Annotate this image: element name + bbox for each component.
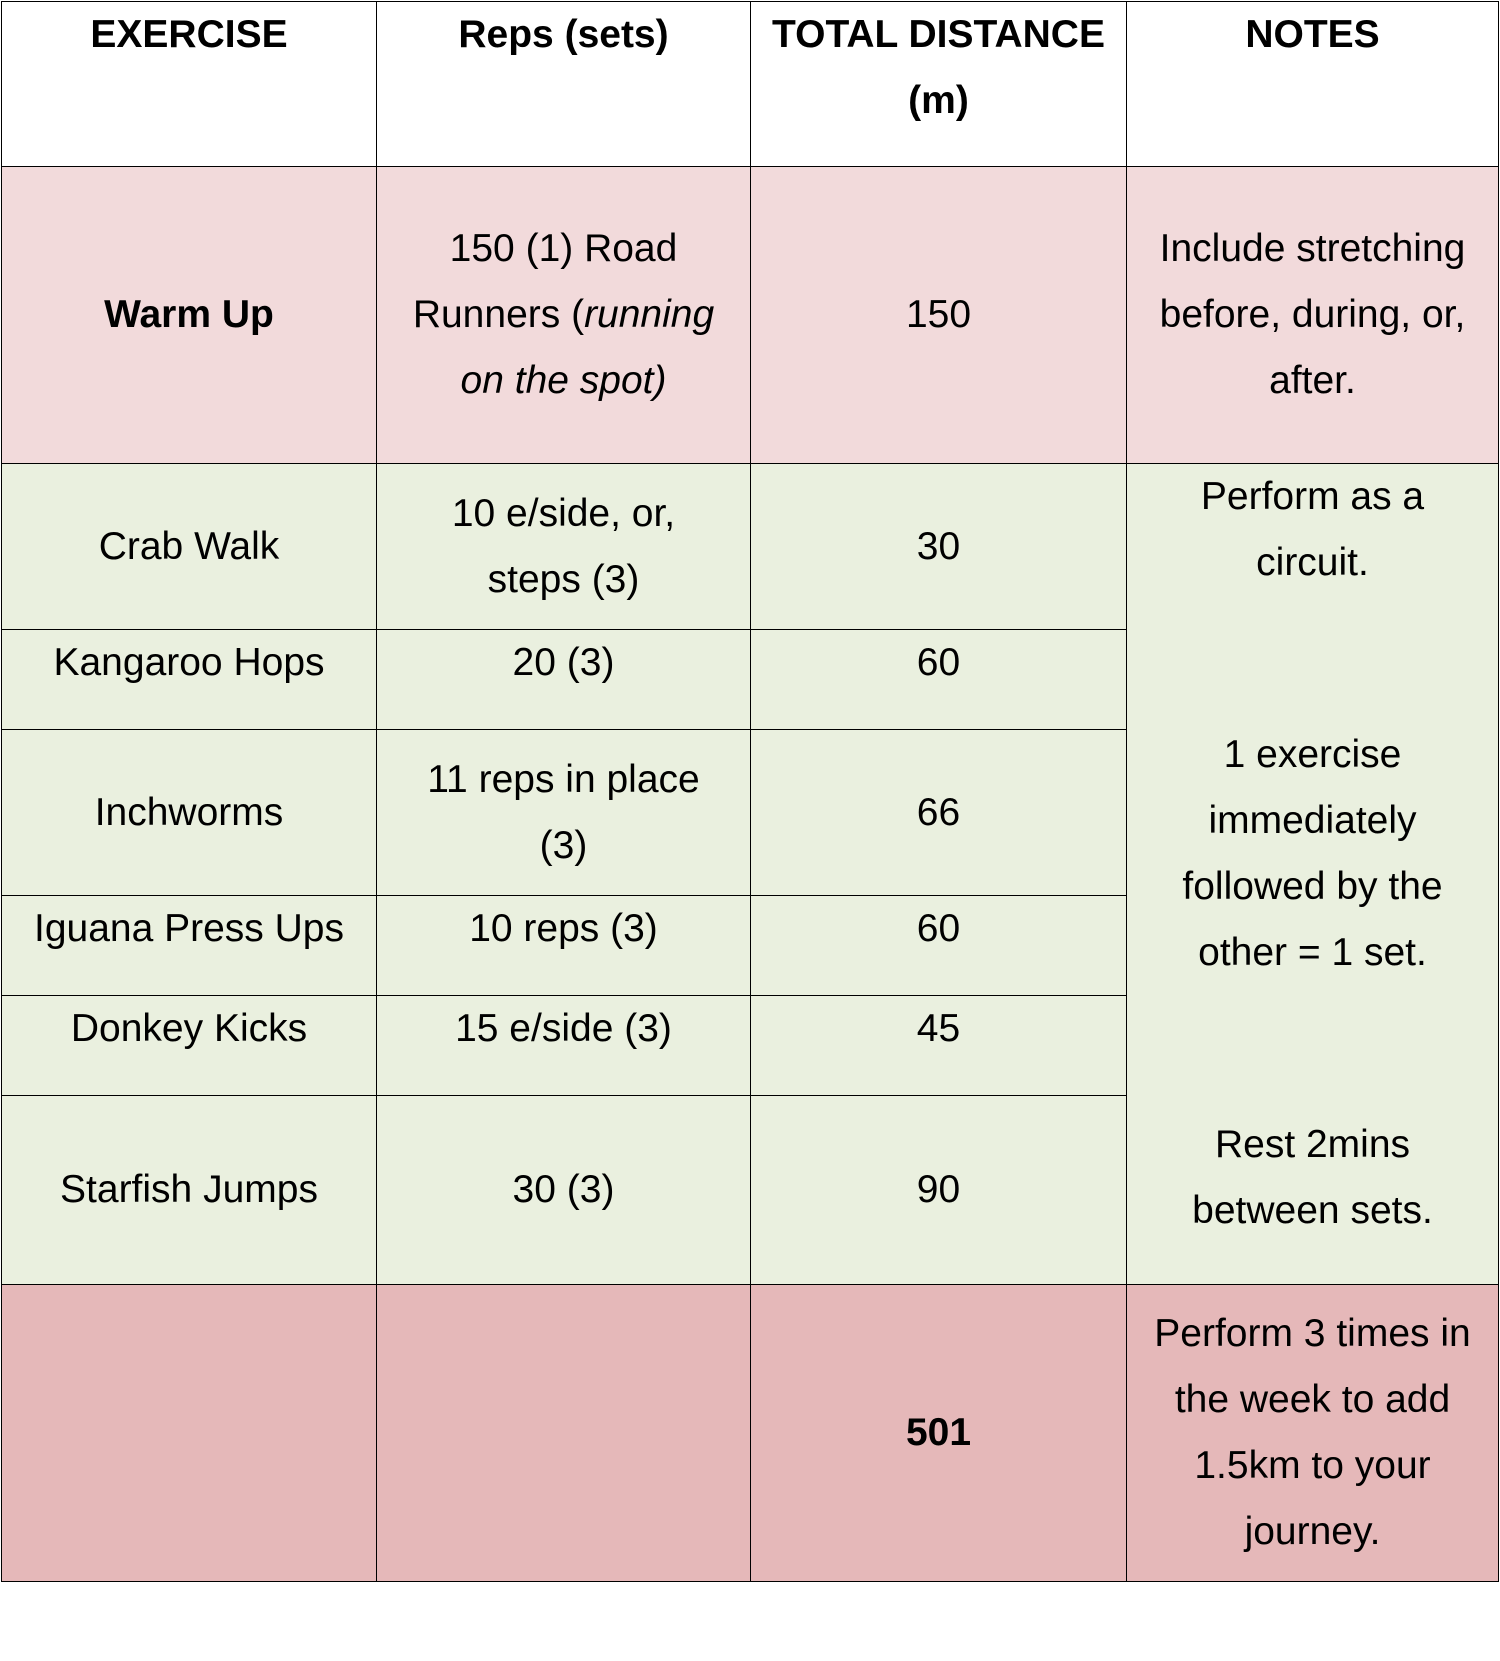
exercise-row <box>2 464 1499 630</box>
header-notes: NOTES <box>1127 2 1499 167</box>
exercise-name: Inchworms <box>2 730 377 896</box>
warm-up-row <box>2 167 1499 464</box>
workout-table <box>1 1 1499 1582</box>
warm-up-reps <box>377 167 751 464</box>
warm-up-exercise: Warm Up <box>2 167 377 464</box>
exercise-reps: 11 reps in place (3) <box>377 730 751 896</box>
header-distance-line1: TOTAL DISTANCE <box>772 13 1105 56</box>
circuit-notes-line2: 1 exercise immediately followed by the other = 1 set. <box>1182 733 1443 974</box>
exercise-name: Donkey Kicks <box>2 996 377 1096</box>
warm-up-reps-italic: running on the spot) <box>460 293 715 402</box>
header-total-distance <box>751 2 1127 167</box>
exercise-distance: 45 <box>751 996 1127 1096</box>
exercise-reps: 15 e/side (3) <box>377 996 751 1096</box>
circuit-notes <box>1127 464 1499 1285</box>
exercise-distance: 90 <box>751 1096 1127 1285</box>
notes-spacer <box>1149 596 1476 722</box>
header-row <box>2 2 1499 167</box>
exercise-reps: 30 (3) <box>377 1096 751 1285</box>
total-empty-cell <box>377 1285 751 1582</box>
exercise-distance: 30 <box>751 464 1127 630</box>
header-reps: Reps (sets) <box>377 2 751 167</box>
exercise-reps: 10 reps (3) <box>377 896 751 996</box>
header-exercise: EXERCISE <box>2 2 377 167</box>
warm-up-reps-plain: 150 (1) Road Runners ( <box>412 227 678 336</box>
exercise-name: Iguana Press Ups <box>2 896 377 996</box>
total-empty-cell <box>2 1285 377 1582</box>
warm-up-notes: Include stretching before, during, or, after. <box>1127 167 1499 464</box>
exercise-name: Crab Walk <box>2 464 377 630</box>
notes-spacer <box>1149 986 1476 1112</box>
exercise-reps: 10 e/side, or, steps (3) <box>377 464 751 630</box>
exercise-distance: 66 <box>751 730 1127 896</box>
exercise-distance: 60 <box>751 896 1127 996</box>
circuit-notes-line3: Rest 2mins between sets. <box>1192 1123 1433 1232</box>
exercise-name: Kangaroo Hops <box>2 630 377 730</box>
total-row <box>2 1285 1499 1582</box>
exercise-name: Starfish Jumps <box>2 1096 377 1285</box>
circuit-notes-line1: Perform as a circuit. <box>1200 475 1425 584</box>
total-notes: Perform 3 times in the week to add 1.5km to your journey. <box>1127 1285 1499 1582</box>
header-distance-line2: (m) <box>908 79 969 122</box>
exercise-distance: 60 <box>751 630 1127 730</box>
exercise-reps: 20 (3) <box>377 630 751 730</box>
total-distance: 501 <box>751 1285 1127 1582</box>
warm-up-distance: 150 <box>751 167 1127 464</box>
